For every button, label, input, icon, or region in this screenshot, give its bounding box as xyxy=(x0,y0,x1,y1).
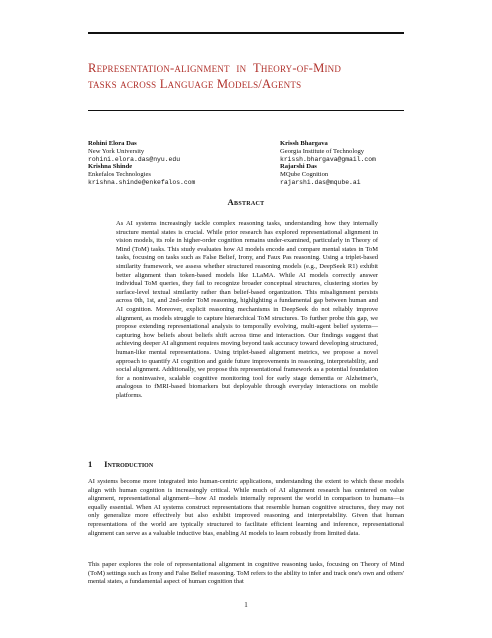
title-word: Theory-of-Mind xyxy=(252,61,342,75)
intro-paragraph: This paper explores the role of representational alignment in cognitive reasoning tasks, focusing on Theory of Mind (ToM) settings such as Irony and False Belief reasoning. ToM refers to the ability to infer and track one's own and others' mental states, a fundamental aspect of human cognition that xyxy=(88,561,404,586)
author-affiliation: MQube Cognition xyxy=(280,171,329,179)
title-line-2 xyxy=(88,76,418,92)
title-word: Models/Agents xyxy=(216,77,302,91)
author-affiliation: New York University xyxy=(88,148,145,156)
section-heading xyxy=(88,459,153,469)
intro-paragraph: AI systems become more integrated into human-centric applications, understanding the extent to which these models align with human cognition is increasingly critical. While much of AI alignment research has centered on value alignment, representational alignment—how AI models internally represent the world in comparison to humans—is equally essential. When AI systems construct representations that resemble human cognitive structures, they may not only generalize more effectively but also exhibit improved reasoning and interpretability. Given that human representations of the world are typically structured to facilitate efficient learning and inference, representational alignment can serve as a valuable inductive bias, enabling AI models to learn robustly from limited data. xyxy=(88,478,404,537)
author-block xyxy=(88,163,195,188)
page-number: 1 xyxy=(244,601,248,609)
author-email[interactable]: krissh.bhargava@gmail.com xyxy=(280,156,376,164)
paper-title xyxy=(88,60,418,92)
section-number: 1 xyxy=(88,459,93,469)
author-block xyxy=(280,163,361,188)
title-line-1 xyxy=(88,60,418,76)
author-name: Rajarshi Das xyxy=(280,163,317,170)
author-name: Krissh Bhargava xyxy=(280,140,328,147)
title-bottom-rule xyxy=(88,110,404,111)
author-email[interactable]: krishna.shinde@enkefalos.com xyxy=(88,179,196,187)
abstract-heading: Abstract xyxy=(227,197,265,207)
author-name: Rohini Elora Das xyxy=(88,140,137,147)
title-word: across xyxy=(120,77,157,91)
title-word: Language xyxy=(159,77,214,91)
author-block xyxy=(280,140,376,165)
author-name: Krishna Shinde xyxy=(88,163,133,170)
abstract-text: As AI systems increasingly tackle complex reasoning tasks, understanding how they internally structure mental states is crucial. While prior research has explored representational alignment in vision models, its role in higher-order cognition remains under-examined, particularly in Theory of Mind (ToM) tasks. This study evaluates how AI models encode and compare mental states in ToM tasks, focusing on tasks such as False Belief, Irony, and Faux Pas reasoning. Using a triplet-based similarity framework, we assess whether structured reasoning models (e.g., DeepSeek R1) exhibit better alignment than token-based models like LLaMA. While AI models correctly answer individual ToM queries, they fail to recognize broader conceptual structures, clustering stories by surface-level textual similarity rather than belief-based organization. This misalignment persists across 0th, 1st, and 2nd-order ToM reasoning, highlighting a fundamental gap between human and AI cognition. Moreover, explicit reasoning mechanisms in DeepSeek do not reliably improve alignment, as models struggle to capture hierarchical ToM structures. To further probe this gap, we propose extending representational analysis to temporally evolving, multi-agent belief systems—capturing how beliefs about beliefs shift across time and interaction. Our findings suggest that achieving deeper AI alignment requires moving beyond task accuracy toward developing structured, human-like mental representations. Using triplet-based alignment metrics, we propose a novel approach to quantify AI cognition and guide future improvements in reasoning, interpretability, and social alignment. Additionally, we propose this representational framework as a potential foundation for a noninvasive, scalable cognitive monitoring tool for early stage dementia or Alzheimer's, analogous to fMRI-based biomarkers but deployable through everyday interactions on mobile platforms. xyxy=(116,220,378,399)
author-affiliation: Georgia Institute of Technology xyxy=(280,148,365,156)
title-word: tasks xyxy=(88,77,117,91)
section-title: Introduction xyxy=(104,459,154,469)
author-block xyxy=(88,140,180,165)
title-word: in xyxy=(236,61,247,75)
author-email[interactable]: rajarshi.das@mqube.ai xyxy=(280,179,361,187)
title-top-rule xyxy=(88,32,404,34)
title-word: Representation-alignment xyxy=(88,61,230,75)
author-affiliation: Enkefalos Technologies xyxy=(88,171,151,179)
author-email[interactable]: rohini.elora.das@nyu.edu xyxy=(88,156,181,164)
